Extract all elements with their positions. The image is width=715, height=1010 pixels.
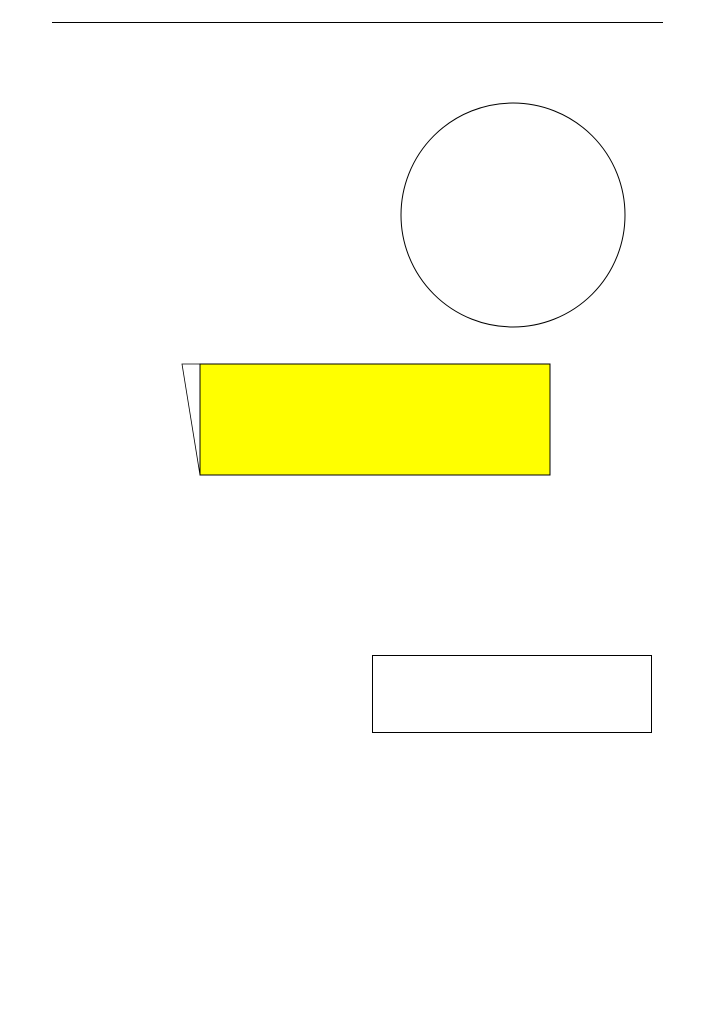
rectangle-figure xyxy=(175,358,560,483)
exercise-item-c xyxy=(364,848,367,860)
exercise-item-d xyxy=(364,868,367,880)
exercise-item-a xyxy=(52,848,55,860)
disk-outline xyxy=(401,103,625,327)
disk-figure xyxy=(395,100,635,335)
intro-heading xyxy=(52,103,342,121)
formula-answer-box[interactable] xyxy=(372,655,652,733)
colored-rectangle xyxy=(200,364,550,475)
exercise-item-b xyxy=(52,868,55,880)
leftover-triangle xyxy=(182,364,200,475)
header-rule xyxy=(52,22,663,23)
